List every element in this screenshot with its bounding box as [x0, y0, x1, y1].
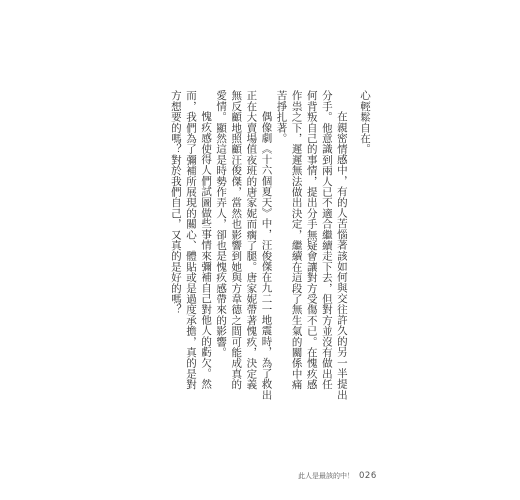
page-footer	[298, 463, 377, 482]
vertical-body-text	[168, 90, 372, 400]
paragraph-3: 偶像劇《十六個夏天》中，汪俊傑在九二一地震時，為了救出正在大賣場值夜班的唐家妮而瘸了腿。唐家妮帶著愧疚，決定義無反顧地照顧汪俊傑，當然也影響到她與方韋德之間可能成真的愛情。顯然這是時勢作弄人，卻也是愧疚感帶來的影響。	[215, 90, 273, 400]
paragraph-2: 在親密情感中，有的人苦惱著該如何與交往許久的另一半提出分手。他意識到兩人已不適合繼續走下去，但對方並沒有做出任何背叛自己的事情，提出分手無疑會讓對方受傷不已。在愧疚感作祟之下，遲遲無法做出決定，繼續在這段了無生氣的關係中痛苦掙扎著。	[275, 90, 348, 400]
running-title: 此人是最該的中！	[298, 472, 354, 480]
paragraph-4: 愧疚感使得人們試圖做些事情來彌補自己對他人的虧欠。然而，我們為了彌補所展現的關心、體貼或是過度承擔，真的是對方想要的嗎？對於我們自己，又真的是好的嗎？	[169, 90, 213, 390]
page-number: 026	[359, 471, 377, 481]
paragraph-1: 心輕鬆自在。	[359, 90, 371, 155]
